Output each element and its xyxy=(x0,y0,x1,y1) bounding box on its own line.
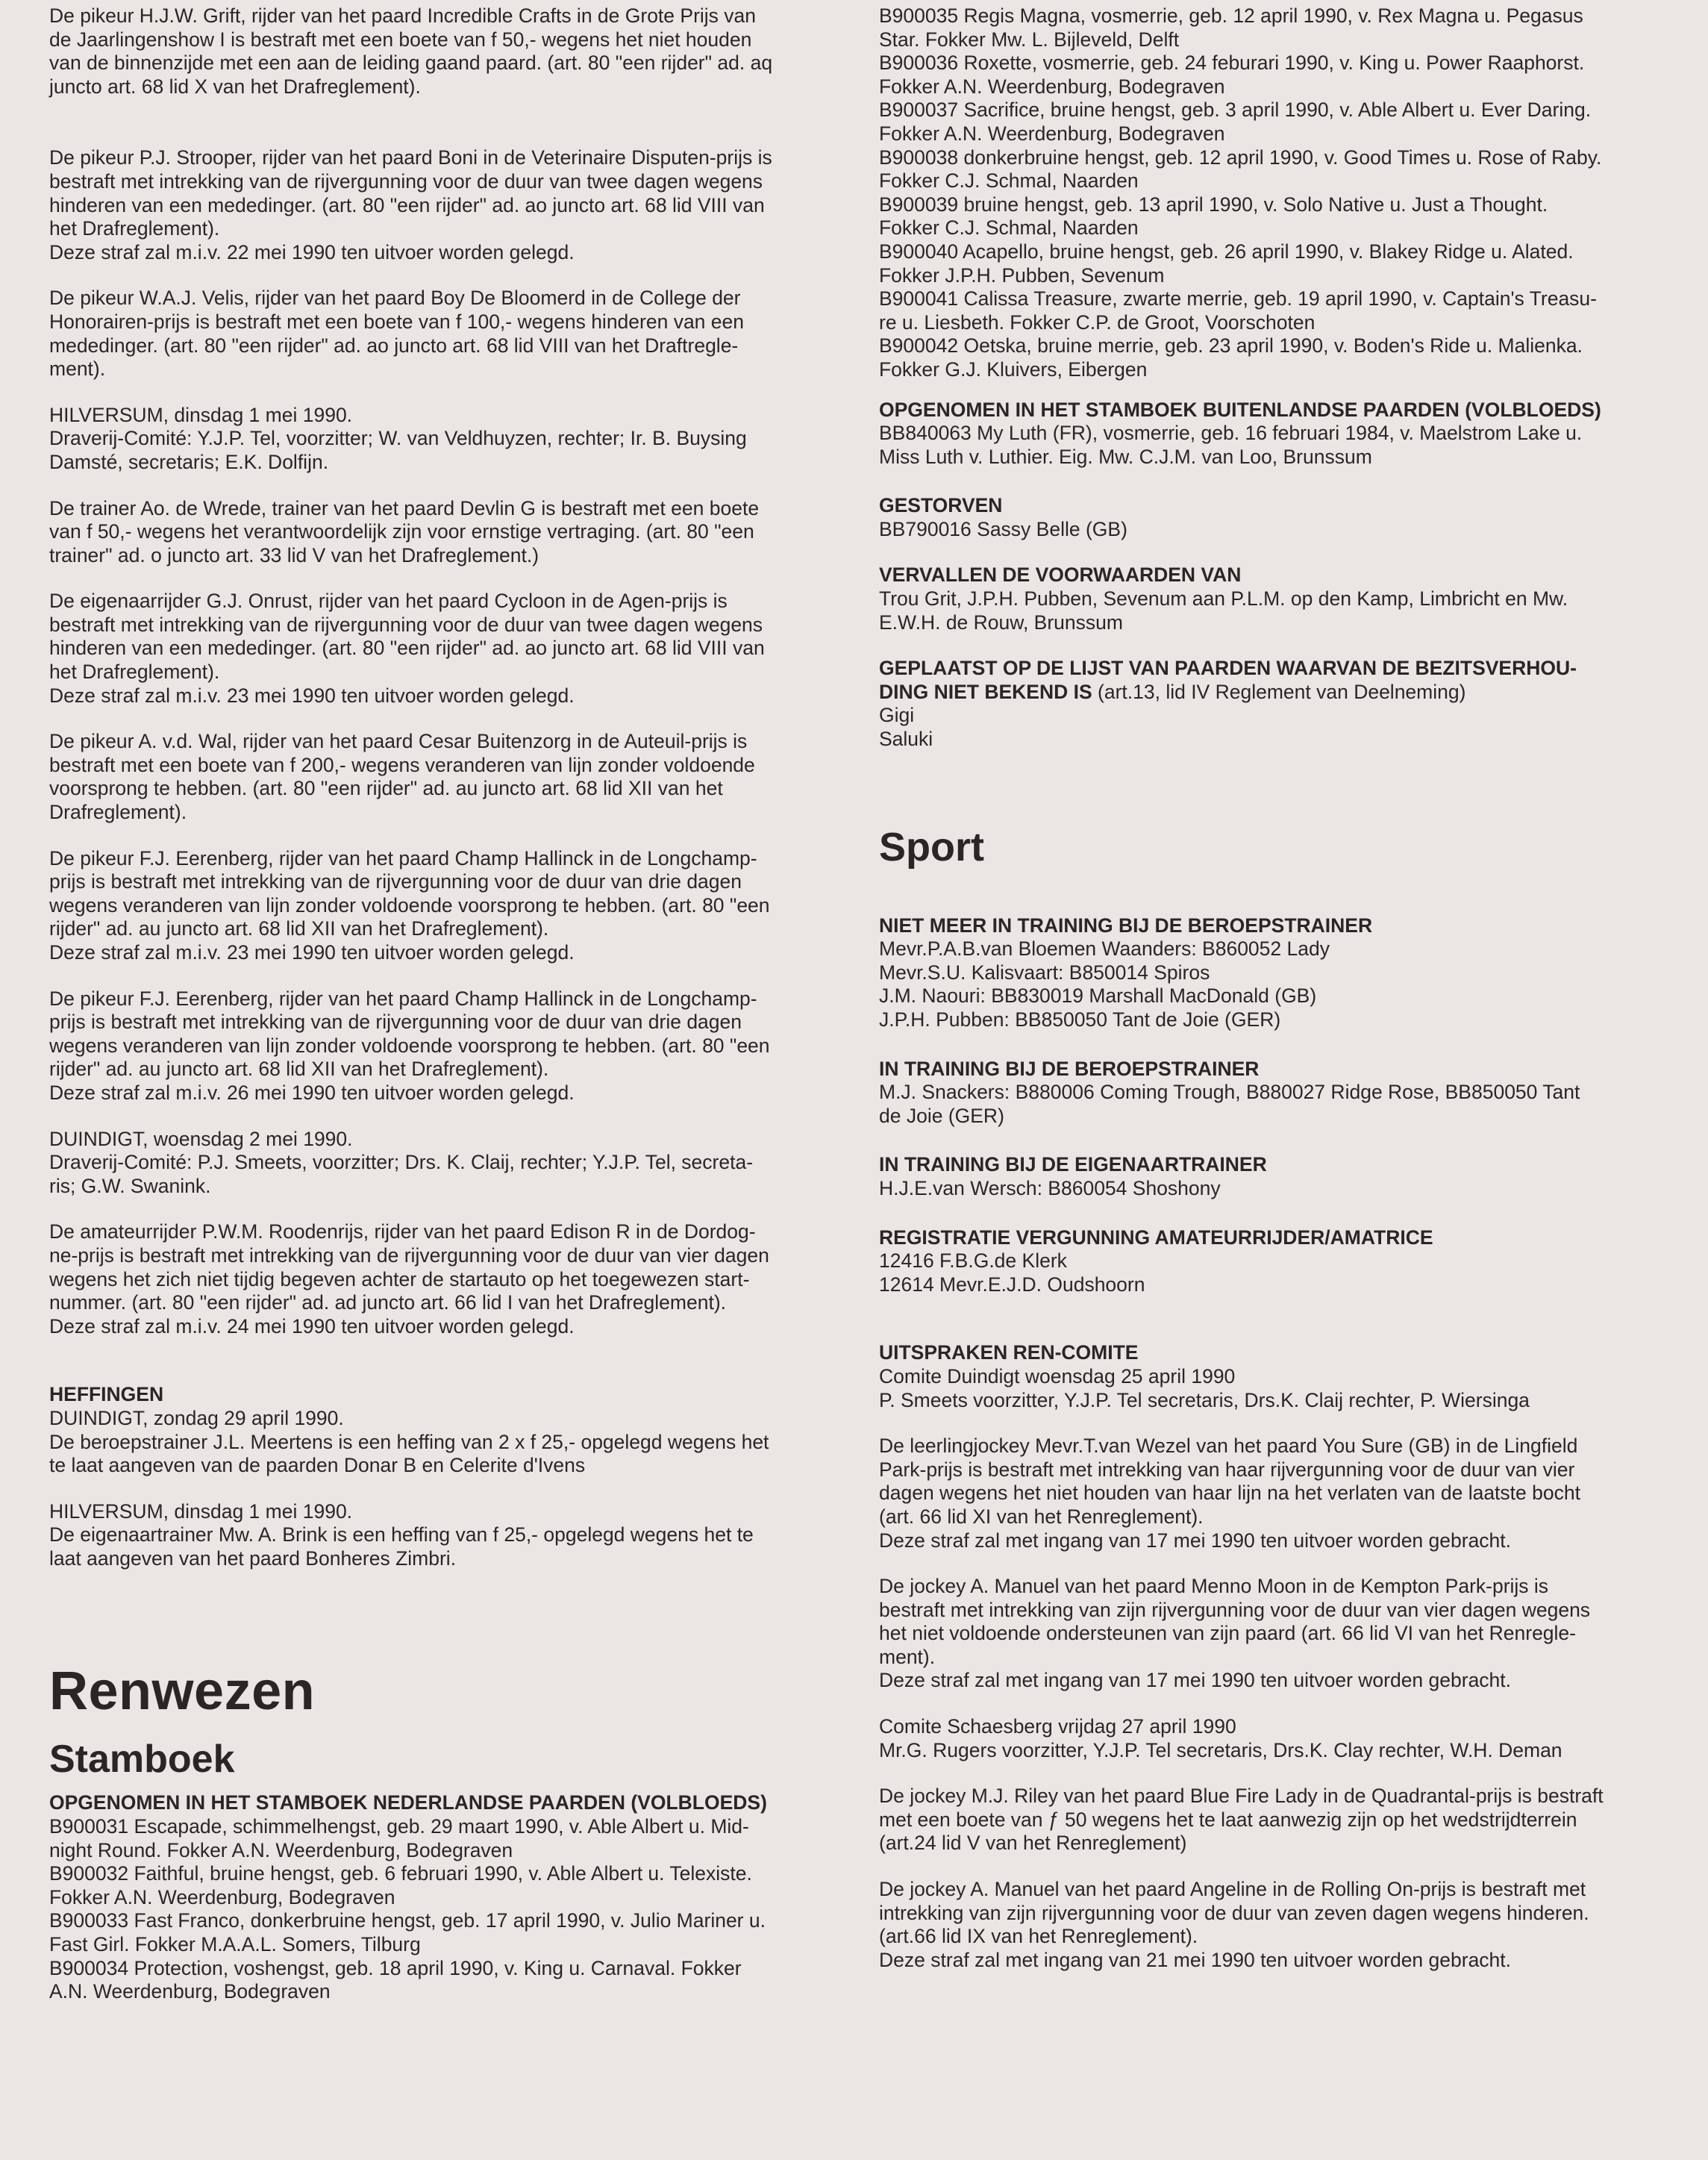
text-line: De jockey A. Manuel van het paard Angeline in de Rolling On-prijs is bestraft met xyxy=(879,1878,1586,1901)
text-line: de Joie (GER) xyxy=(879,1104,1004,1127)
text-line: ment). xyxy=(49,358,106,381)
text-line: mededinger. (art. 80 "een rijder" ad. ao juncto art. 68 lid VIII van het Draftregle- xyxy=(49,334,739,357)
text-line: trainer" ad. o juncto art. 33 lid V van het Drafreglement.) xyxy=(49,543,539,566)
text-line: A.N. Weerdenburg, Bodegraven xyxy=(49,1980,331,2003)
text-line: hinderen van een mededinger. (art. 80 "een rijder" ad. ao juncto art. 68 lid VIII van xyxy=(49,637,765,660)
text-line: voorsprong te hebben. (art. 80 "een rijder" ad. au juncto art. 68 lid XII van het xyxy=(49,777,723,800)
text-line: J.M. Naouri: BB830019 Marshall MacDonald (GB) xyxy=(879,984,1317,1008)
text-line: BB790016 Sassy Belle (GB) xyxy=(879,517,1127,540)
text-line: De pikeur F.J. Eerenberg, rijder van het paard Champ Hallinck in de Longchamp- xyxy=(49,846,757,870)
paragraph xyxy=(879,1177,1674,1201)
text-line: De pikeur P.J. Strooper, rijder van het paard Boni in de Veterinaire Disputen-prijs is xyxy=(49,146,772,169)
text-line: Mevr.P.A.B.van Bloemen Waanders: B860052 Lady xyxy=(879,937,1330,961)
text-line: De pikeur H.J.W. Grift, rijder van het paard Incredible Crafts in de Grote Prijs van xyxy=(49,4,757,27)
text-line: Deze straf zal met ingang van 21 mei 1990 ten uitvoer worden gebracht. xyxy=(879,1948,1512,1971)
text-line: B900040 Acapello, bruine hengst, geb. 26 april 1990, v. Blakey Ridge u. Alated. xyxy=(879,240,1574,263)
section-heading: GEPLAATST OP DE LIJST VAN PAARDEN WAARVAN DE BEZITSVERHOU- xyxy=(879,657,1577,680)
text-line: E.W.H. de Rouw, Brunssum xyxy=(879,611,1123,634)
paragraph xyxy=(879,1878,1674,1972)
text-line: 12416 F.B.G.de Klerk xyxy=(879,1249,1067,1273)
text-line: De amateurrijder P.W.M. Roodenrijs, rijder van het paard Edison R in de Dordog- xyxy=(49,1220,756,1243)
text-line: BB840063 My Luth (FR), vosmerrie, geb. 16 februari 1984, v. Maelstrom Lake u. xyxy=(879,422,1583,445)
text-line: Fokker A.N. Weerdenburg, Bodegraven xyxy=(879,75,1225,98)
text-line: Fokker J.P.H. Pubben, Sevenum xyxy=(879,263,1165,287)
text-line: hinderen van een mededinger. (art. 80 "een rijder" ad. ao juncto art. 68 lid VIII van xyxy=(49,193,765,216)
text-line: B900035 Regis Magna, vosmerrie, geb. 12 april 1990, v. Rex Magna u. Pegasus xyxy=(879,4,1583,27)
section-title-sport: Sport xyxy=(879,824,984,870)
text-line: B900038 donkerbruine hengst, geb. 12 april 1990, v. Good Times u. Rose of Raby. xyxy=(879,146,1602,169)
text-line: 12614 Mevr.E.J.D. Oudshoorn xyxy=(879,1273,1145,1296)
text-line: Gigi xyxy=(879,704,915,727)
paragraph xyxy=(49,404,845,475)
section-heading: OPGENOMEN IN HET STAMBOEK NEDERLANDSE PAARDEN (VOLBLOEDS) xyxy=(49,1791,767,1814)
paragraph xyxy=(879,1435,1674,1552)
section-heading: HEFFINGEN xyxy=(49,1383,164,1406)
text-line: night Round. Fokker A.N. Weerdenburg, Bodegraven xyxy=(49,1838,513,1861)
text-line: wegens het zich niet tijdig begeven achter de startauto op het toegewezen start- xyxy=(49,1267,750,1290)
text-line: B900033 Fast Franco, donkerbruine hengst, geb. 17 april 1990, v. Julio Mariner u. xyxy=(49,1909,766,1932)
text-line: wegens veranderen van lijn zonder voldoende voorsprong te hebben. (art. 80 "een xyxy=(49,893,770,917)
text-line: Star. Fokker Mw. L. Bijleveld, Delft xyxy=(879,28,1180,51)
paragraph xyxy=(49,987,845,1105)
text-line: Deze straf zal m.i.v. 22 mei 1990 ten uitvoer worden gelegd. xyxy=(49,240,575,263)
text-line: DUINDIGT, woensdag 2 mei 1990. xyxy=(49,1127,353,1150)
text-line: re u. Liesbeth. Fokker C.P. de Groot, Voorschoten xyxy=(879,310,1316,334)
text-line: ne-prijs is bestraft met intrekking van de rijvergunning voor de duur van vier dagen xyxy=(49,1243,769,1267)
text-line: B900041 Calissa Treasure, zwarte merrie, geb. 19 april 1990, v. Captain's Treasu- xyxy=(879,287,1597,310)
text-line: het Drafreglement). xyxy=(49,217,220,240)
paragraph xyxy=(49,847,845,965)
text-line: ment). xyxy=(879,1645,936,1668)
text-line: van f 50,- wegens het verantwoordelijk zijn voor ernstige vertraging. (art. 80 "een xyxy=(49,520,754,543)
text-line: B900036 Roxette, vosmerrie, geb. 24 feburari 1990, v. King u. Power Raaphorst. xyxy=(879,51,1585,75)
section-heading: OPGENOMEN IN HET STAMBOEK BUITENLANDSE PAARDEN (VOLBLOEDS) xyxy=(879,398,1601,421)
section-heading: IN TRAINING BIJ DE BEROEPSTRAINER xyxy=(879,1057,1260,1080)
text-line: M.J. Snackers: B880006 Coming Trough, B880027 Ridge Rose, BB850050 Tant xyxy=(879,1081,1580,1104)
paragraph xyxy=(49,497,845,568)
section-heading: IN TRAINING BIJ DE EIGENAARTRAINER xyxy=(879,1153,1267,1176)
text-line: B900034 Protection, voshengst, geb. 18 april 1990, v. King u. Carnaval. Fokker xyxy=(49,1956,742,1979)
text-line: van de binnenzijde met een aan de leiding gaand paard. (art. 80 "een rijder" ad. aq xyxy=(49,51,773,75)
text-line: ris; G.W. Swanink. xyxy=(49,1174,211,1197)
paragraph xyxy=(879,1715,1674,1762)
text-line: B900032 Faithful, bruine hengst, geb. 6 februari 1990, v. Able Albert u. Telexiste. xyxy=(49,1862,752,1885)
text-line: P. Smeets voorzitter, Y.J.P. Tel secretaris, Drs.K. Claij rechter, P. Wiersinga xyxy=(879,1388,1530,1411)
text-line: B900031 Escapade, schimmelhengst, geb. 29 maart 1990, v. Able Albert u. Mid- xyxy=(49,1815,749,1838)
text-line: Fokker A.N. Weerdenburg, Bodegraven xyxy=(49,1885,395,1908)
text-line: prijs is bestraft met intrekking van de rijvergunning voor de duur van drie dagen xyxy=(49,1011,742,1034)
text-line: Draverij-Comité: P.J. Smeets, voorzitter; Drs. K. Claij, rechter; Y.J.P. Tel, secreta- xyxy=(49,1151,754,1174)
text-line: De pikeur F.J. Eerenberg, rijder van het paard Champ Hallinck in de Longchamp- xyxy=(49,987,757,1010)
text-line: bestraft met een boete van f 200,- wegens veranderen van lijn zonder voldoende xyxy=(49,753,755,776)
text-line: Deze straf zal m.i.v. 26 mei 1990 ten uitvoer worden gelegd. xyxy=(49,1081,575,1104)
text-line: bestraft met intrekking van zijn rijvergunning voor de duur van vier dagen wegens xyxy=(879,1598,1591,1621)
text-line: Mr.G. Rugers voorzitter, Y.J.P. Tel secretaris, Drs.K. Clay rechter, W.H. Deman xyxy=(879,1738,1562,1761)
text-line: wegens veranderen van lijn zonder voldoende voorsprong te hebben. (art. 80 "een xyxy=(49,1034,770,1057)
text-line: rijder" ad. au juncto art. 68 lid XII van het Drafreglement). xyxy=(49,917,549,940)
section-title-renwezen: Renwezen xyxy=(49,1661,316,1722)
text-line: nummer. (art. 80 "een rijder" ad. ad juncto art. 66 lid I van het Drafreglement). xyxy=(49,1291,727,1314)
paragraph xyxy=(879,1575,1674,1693)
text-line: Honorairen-prijs is bestraft met een boete van f 100,- wegens hinderen van een xyxy=(49,310,744,333)
text-line: Miss Luth v. Luthier. Eig. Mw. C.J.M. van Loo, Brunssum xyxy=(879,445,1372,468)
text-line: B900037 Sacrifice, bruine hengst, geb. 3 april 1990, v. Able Albert u. Ever Daring. xyxy=(879,99,1592,122)
text-line: (art. 66 lid XI van het Renreglement). xyxy=(879,1505,1204,1528)
text-line: De jockey A. Manuel van het paard Menno Moon in de Kempton Park-prijs is xyxy=(879,1575,1549,1598)
text-line: de Jaarlingenshow I is bestraft met een boete van f 50,- wegens het niet houden xyxy=(49,28,752,51)
text-line: prijs is bestraft met intrekking van de rijvergunning voor de duur van drie dagen xyxy=(49,870,742,893)
text-line: Comite Duindigt woensdag 25 april 1990 xyxy=(879,1364,1236,1388)
section-heading: DING NIET BEKEND IS xyxy=(879,680,1092,703)
text-line: De eigenaarrijder G.J. Onrust, rijder van het paard Cycloon in de Agen-prijs is xyxy=(49,590,728,613)
text-line: Fokker C.J. Schmal, Naarden xyxy=(879,169,1139,193)
paragraph xyxy=(879,518,1674,542)
text-line: B900039 bruine hengst, geb. 13 april 1990, v. Solo Native u. Just a Thought. xyxy=(879,193,1548,216)
text-line: Saluki xyxy=(879,728,933,751)
text-line: het Drafreglement). xyxy=(49,661,220,684)
text-line: H.J.E.van Wersch: B860054 Shoshony xyxy=(879,1176,1221,1199)
section-heading: GESTORVEN xyxy=(879,494,1003,517)
paragraph xyxy=(879,587,1674,634)
text-line: De jockey M.J. Riley van het paard Blue Fire Lady in de Quadrantal-prijs is bestraft xyxy=(879,1785,1604,1808)
text-line: Draverij-Comité: Y.J.P. Tel, voorzitter; W. van Veldhuyzen, rechter; Ir. B. Buysing xyxy=(49,427,747,450)
paragraph xyxy=(49,1407,845,1478)
text-line: HILVERSUM, dinsdag 1 mei 1990. xyxy=(49,403,353,426)
text-line: Fokker A.N. Weerdenburg, Bodegraven xyxy=(879,122,1225,145)
text-line: B900042 Oetska, bruine merrie, geb. 23 april 1990, v. Boden's Ride u. Malienka. xyxy=(879,334,1583,358)
paragraph xyxy=(49,1815,845,2004)
text-line: HILVERSUM, dinsdag 1 mei 1990. xyxy=(49,1499,353,1523)
text-line: Deze straf zal m.i.v. 23 mei 1990 ten uitvoer worden gelegd. xyxy=(49,684,575,707)
text-line: De eigenaartrainer Mw. A. Brink is een heffing van f 25,- opgelegd wegens het te xyxy=(49,1523,754,1546)
left-column xyxy=(49,4,845,2004)
text-line: Deze straf zal met ingang van 17 mei 1990 ten uitvoer worden gebracht. xyxy=(879,1669,1512,1692)
paragraph xyxy=(49,1500,845,1571)
text-line: De beroepstrainer J.L. Meertens is een heffing van 2 x f 25,- opgelegd wegens het xyxy=(49,1430,769,1453)
text-line: (art.66 lid IX van het Renreglement). xyxy=(879,1925,1198,1948)
paragraph xyxy=(879,1365,1674,1412)
text-line: Deze straf zal m.i.v. 23 mei 1990 ten uitvoer worden gelegd. xyxy=(49,941,575,964)
text-line: Drafreglement). xyxy=(49,801,187,824)
text-line: te laat aangeven van de paarden Donar B en Celerite d'Ivens xyxy=(49,1454,586,1477)
paragraph xyxy=(49,590,845,708)
text-line: bestraft met intrekking van de rijvergunning voor de duur van twee dagen wegens xyxy=(49,169,763,193)
text-line: De pikeur W.A.J. Velis, rijder van het paard Boy De Bloomerd in de College der xyxy=(49,287,741,310)
text-line: Park-prijs is bestraft met intrekking van haar rijvergunning voor de duur van vier xyxy=(879,1458,1575,1481)
text-line: juncto art. 68 lid X van het Drafreglement). xyxy=(49,75,421,98)
section-heading: VERVALLEN DE VOORWAARDEN VAN xyxy=(879,564,1242,587)
paragraph xyxy=(879,681,1674,705)
section-heading: NIET MEER IN TRAINING BIJ DE BEROEPSTRAINER xyxy=(879,914,1373,937)
text-line: dagen wegens het niet houden van haar lijn na het verlaten van de laatste bocht xyxy=(879,1482,1580,1505)
text-line: J.P.H. Pubben: BB850050 Tant de Joie (GER) xyxy=(879,1008,1281,1031)
paragraph xyxy=(49,1220,845,1338)
paragraph xyxy=(879,1249,1674,1296)
text-line: Mevr.S.U. Kalisvaart: B850014 Spiros xyxy=(879,961,1210,984)
text-line: rijder" ad. au juncto art. 68 lid XII van het Drafreglement). xyxy=(49,1058,549,1081)
text-line: (art.24 lid V van het Renreglement) xyxy=(879,1832,1187,1855)
text-line: De trainer Ao. de Wrede, trainer van het paard Devlin G is bestraft met een boete xyxy=(49,496,760,519)
paragraph xyxy=(49,4,845,99)
text-line: met een boete van ƒ 50 wegens het te laat aanwezig zijn op het wedstrijdterrein xyxy=(879,1808,1577,1831)
paragraph xyxy=(879,937,1674,1031)
text-line: bestraft met intrekking van de rijvergunning voor de duur van twee dagen wegens xyxy=(49,613,763,636)
section-heading: UITSPRAKEN REN-COMITE xyxy=(879,1341,1139,1364)
text-line: Deze straf zal m.i.v. 24 mei 1990 ten uitvoer worden gelegd. xyxy=(49,1314,575,1337)
text-line: De leerlingjockey Mevr.T.van Wezel van het paard You Sure (GB) in de Lingfield xyxy=(879,1435,1578,1458)
paragraph xyxy=(49,730,845,824)
paragraph xyxy=(879,1785,1674,1855)
right-column xyxy=(879,4,1674,1972)
section-title-stamboek: Stamboek xyxy=(49,1738,235,1782)
text-line: Comite Schaesberg vrijdag 27 april 1990 xyxy=(879,1715,1236,1738)
paragraph xyxy=(49,287,845,381)
paragraph xyxy=(879,704,1674,751)
text-line: De pikeur A. v.d. Wal, rijder van het paard Cesar Buitenzorg in de Auteuil-prijs is xyxy=(49,730,748,753)
text-line: laat aangeven van het paard Bonheres Zimbri. xyxy=(49,1546,457,1570)
text-line: het niet voldoende ondersteunen van zijn paard (art. 66 lid VI van het Renregle- xyxy=(879,1622,1576,1645)
paragraph xyxy=(879,1081,1674,1128)
section-heading: REGISTRATIE VERGUNNING AMATEURRIJDER/AMATRICE xyxy=(879,1226,1433,1249)
text-line: Damsté, secretaris; E.K. Dolfijn. xyxy=(49,450,329,473)
paragraph xyxy=(879,422,1674,469)
text-line: Fast Girl. Fokker M.A.A.L. Somers, Tilburg xyxy=(49,1933,421,1956)
text-line: Fokker C.J. Schmal, Naarden xyxy=(879,216,1139,240)
paragraph xyxy=(879,4,1674,382)
text-line: Deze straf zal met ingang van 17 mei 1990 ten uitvoer worden gebracht. xyxy=(879,1529,1512,1552)
text-line: intrekking van zijn rijvergunning voor de duur van zeven dagen wegens hinderen. xyxy=(879,1901,1589,1924)
text-line: Fokker G.J. Kluivers, Eibergen xyxy=(879,358,1148,381)
text-line: DUINDIGT, zondag 29 april 1990. xyxy=(49,1406,344,1429)
paragraph xyxy=(49,146,845,264)
reference-note: (art.13, lid IV Reglement van Deelneming) xyxy=(1092,680,1466,703)
paragraph xyxy=(49,1128,845,1199)
text-line: Trou Grit, J.P.H. Pubben, Sevenum aan P.L.M. op den Kamp, Limbricht en Mw. xyxy=(879,587,1568,611)
